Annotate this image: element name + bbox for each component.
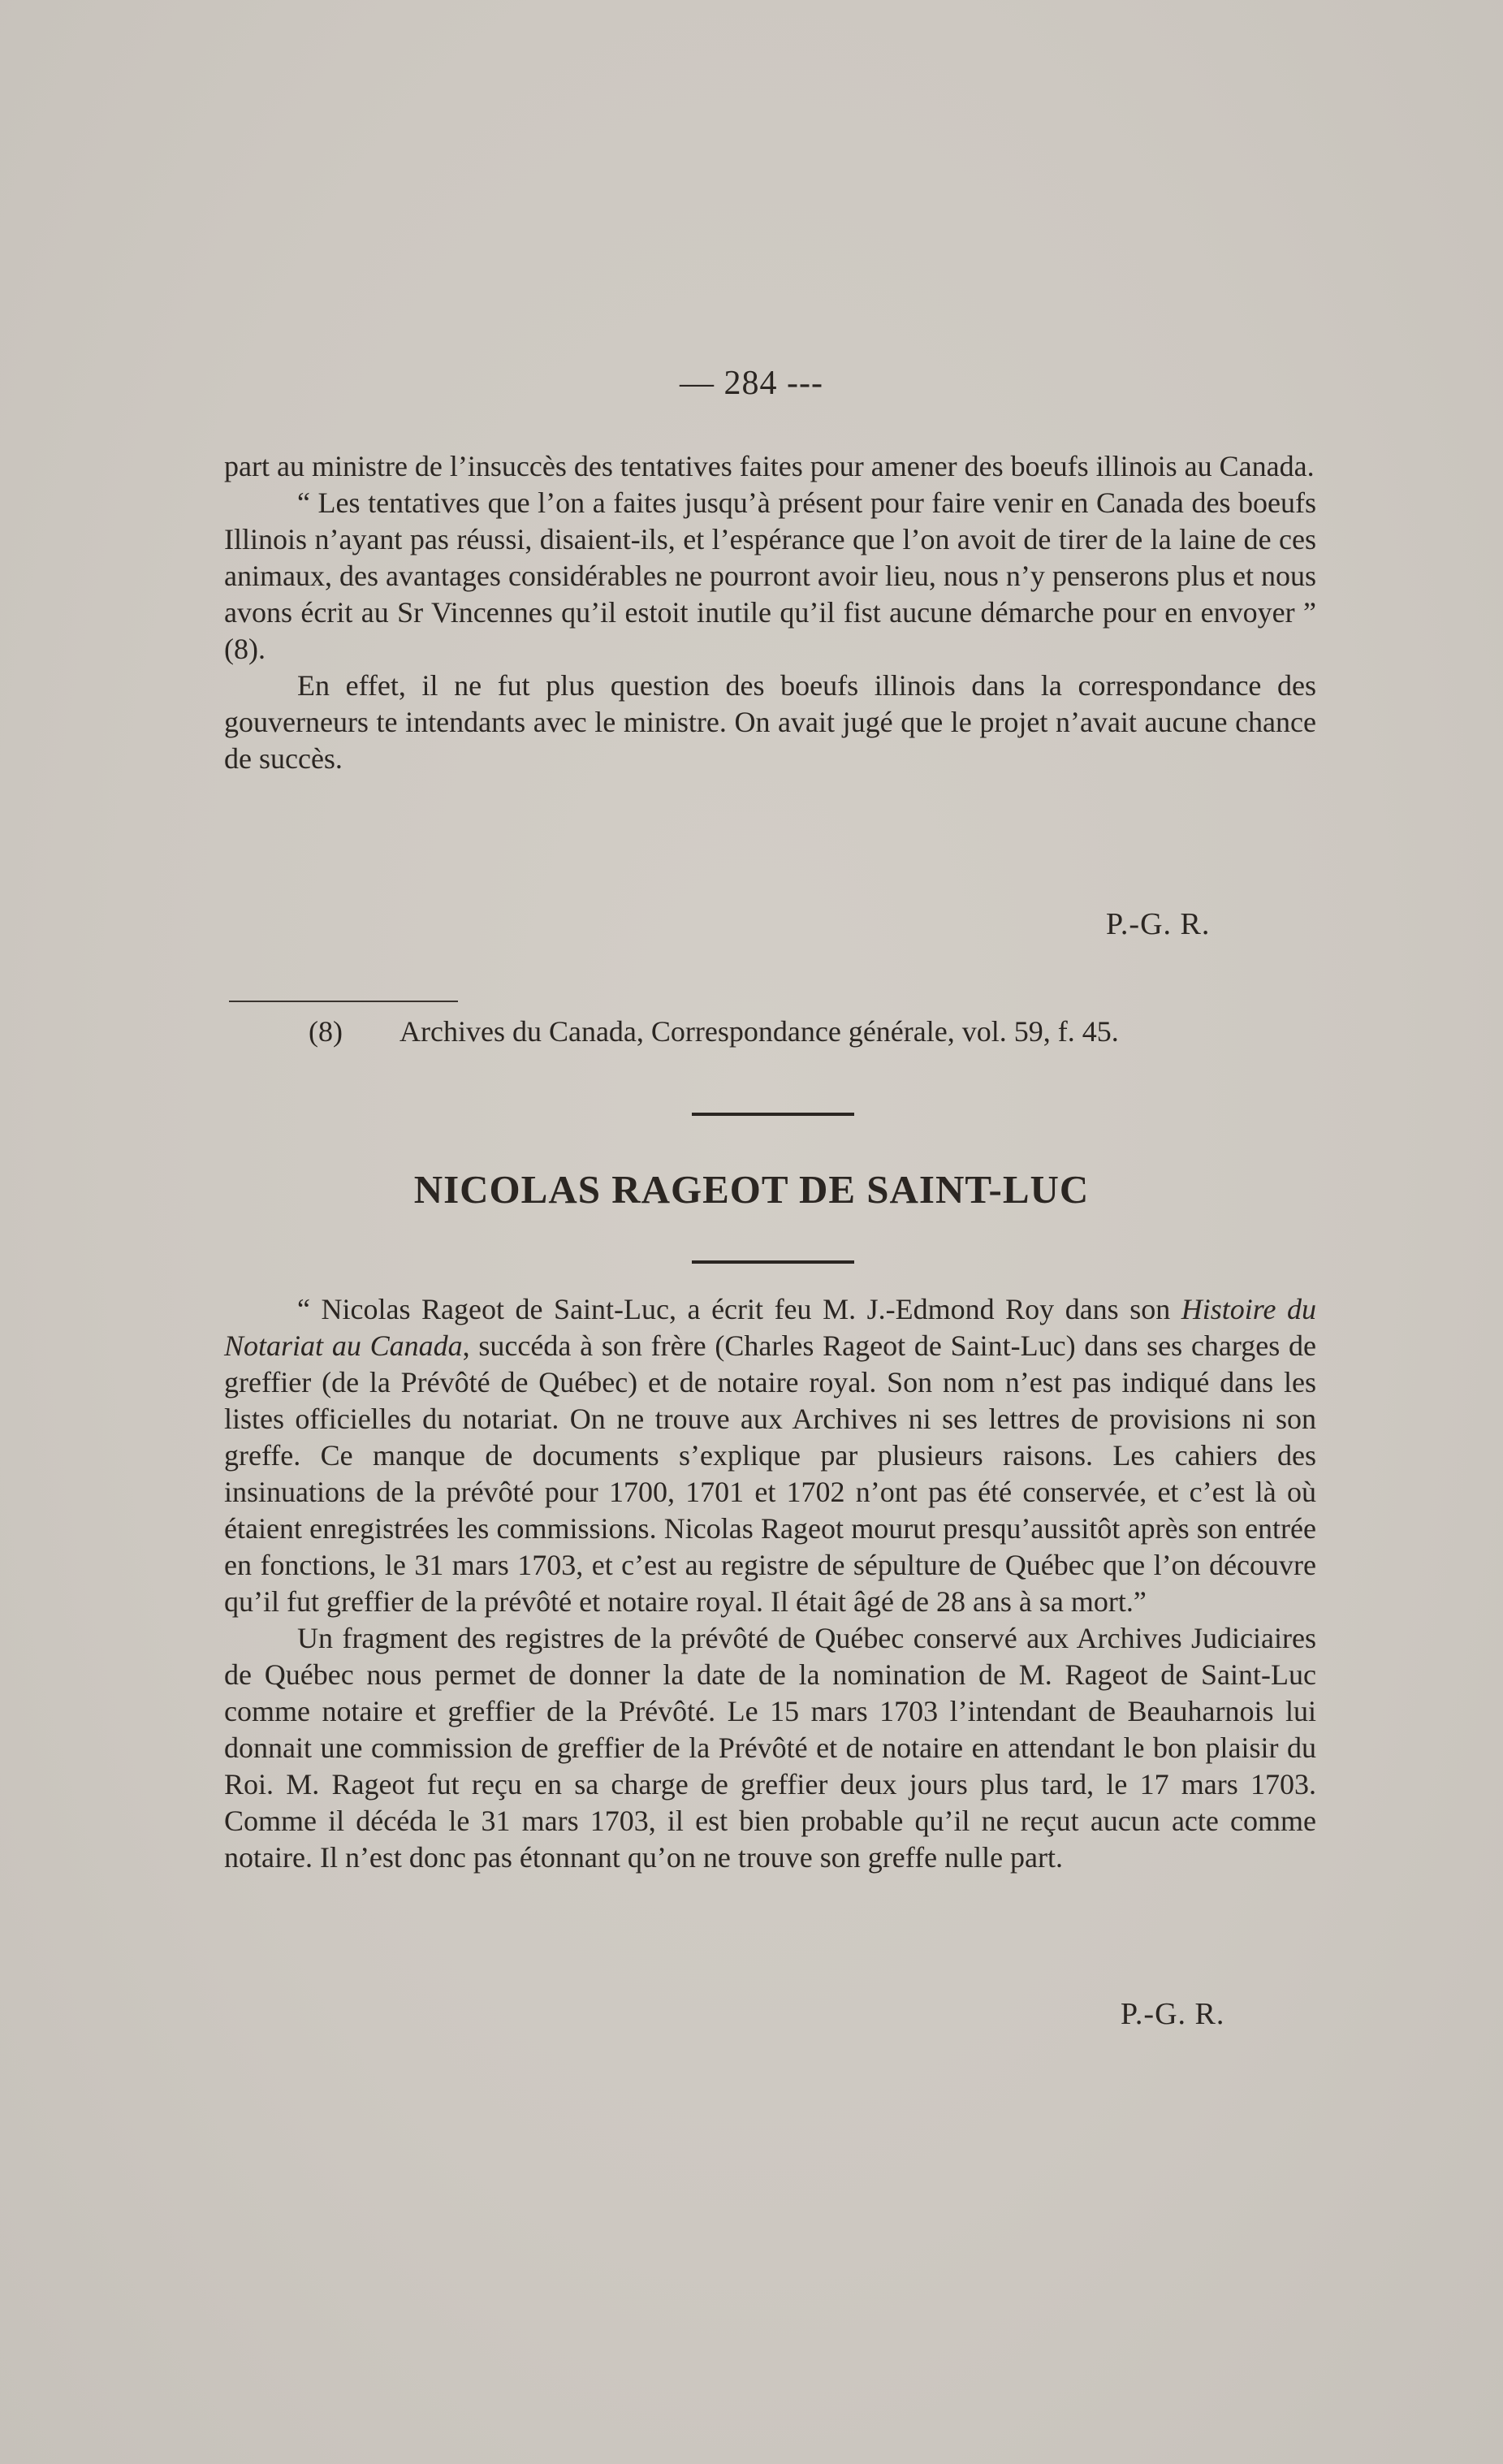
paragraph-continuation: part au ministre de l’insuccès des tentatives faites pour amener des boeufs illinois au Canada. (224, 450, 1315, 482)
footnote-text: Archives du Canada, Correspondance générale, vol. 59, f. 45. (400, 1015, 1119, 1048)
article-paragraph-2: Un fragment des registres de la prévôté de Québec conservé aux Archives Judiciaires de Québec nous permet de donner la date de la nomination de M. Rageot de Saint-Luc comme notaire et greffier de la Prévôté. Le 15 mars 1703 l’intendant de Beauharnois lui donnait une commission de greffier de la Prévôté et de notaire en attendant le bon plaisir du Roi. M. Rageot fut reçu en sa charge de greffier deux jours plus tard, le 17 mars 1703. Comme il décéda le 31 mars 1703, il est bien probable qu’il ne reçut aucun acte comme notaire. Il n’est donc pas étonnant qu’on ne trouve son greffe nulle part. (224, 1622, 1316, 1874)
page-number: — 284 --- (680, 365, 823, 402)
signature-top: P.-G. R. (1106, 907, 1211, 941)
title-rule-above (692, 1113, 854, 1116)
article-title: NICOLAS RAGEOT DE SAINT-LUC (413, 1167, 1090, 1212)
article-p1-start: “ Nicolas Rageot de Saint-Luc, a écrit feu M. J.-Edmond Roy dans son (297, 1293, 1181, 1325)
article-paragraph-1 (224, 1291, 1316, 1620)
article-body (224, 1291, 1316, 1876)
footnote (310, 1014, 1333, 1050)
footnote-divider (229, 1001, 458, 1002)
book-title: Histoire du Notariat au Canada (224, 1293, 1317, 1362)
title-rule-below (692, 1260, 854, 1264)
top-section (224, 448, 1316, 777)
footnote-number: (8) (309, 1015, 343, 1048)
paragraph-quote: “ Les tentatives que l’on a faites jusqu’à présent pour faire venir en Canada des boeufs Illinois n’ayant pas réussi, disaient-ils, et l’espérance que l’on avoit de tirer de la laine de ces animaux, des avantages considérables ne pourront avoir lieu, nous n’y penserons plus et nous avons écrit au Sr Vincennes qu’il estoit inutile qu’il fist aucune démarche pour en envoyer ” (8). (224, 486, 1316, 665)
signature-article: P.-G. R. (1121, 1997, 1225, 2031)
paragraph-conclusion: En effet, il ne fut plus question des boeufs illinois dans la correspondance des gouverneurs te intendants avec le ministre. On avait jugé que le projet n’avait aucune chance de succès. (224, 669, 1316, 775)
article-p1-end: , succéda à son frère (Charles Rageot de Saint-Luc) dans ses charges de greffier (de la Prévôté de Québec) et de notaire royal. Son nom n’est pas indiqué dans les listes officielles du notariat. On ne trouve aux Archives ni ses lettres de provisions ni son greffe. Ce manque de documents s’explique par plusieurs raisons. Les cahiers des insinuations de la prévôté pour 1700, 1701 et 1702 n’ont pas été conservée, et c’est là où étaient enregistrées les commissions. Nicolas Rageot mourut presqu’aussitôt après son entrée en fonctions, le 31 mars 1703, et c’est au registre de sépulture de Québec que l’on découvre qu’il fut greffier de la prévôté et notaire royal. Il était âgé de 28 ans à sa mort.” (224, 1329, 1317, 1618)
